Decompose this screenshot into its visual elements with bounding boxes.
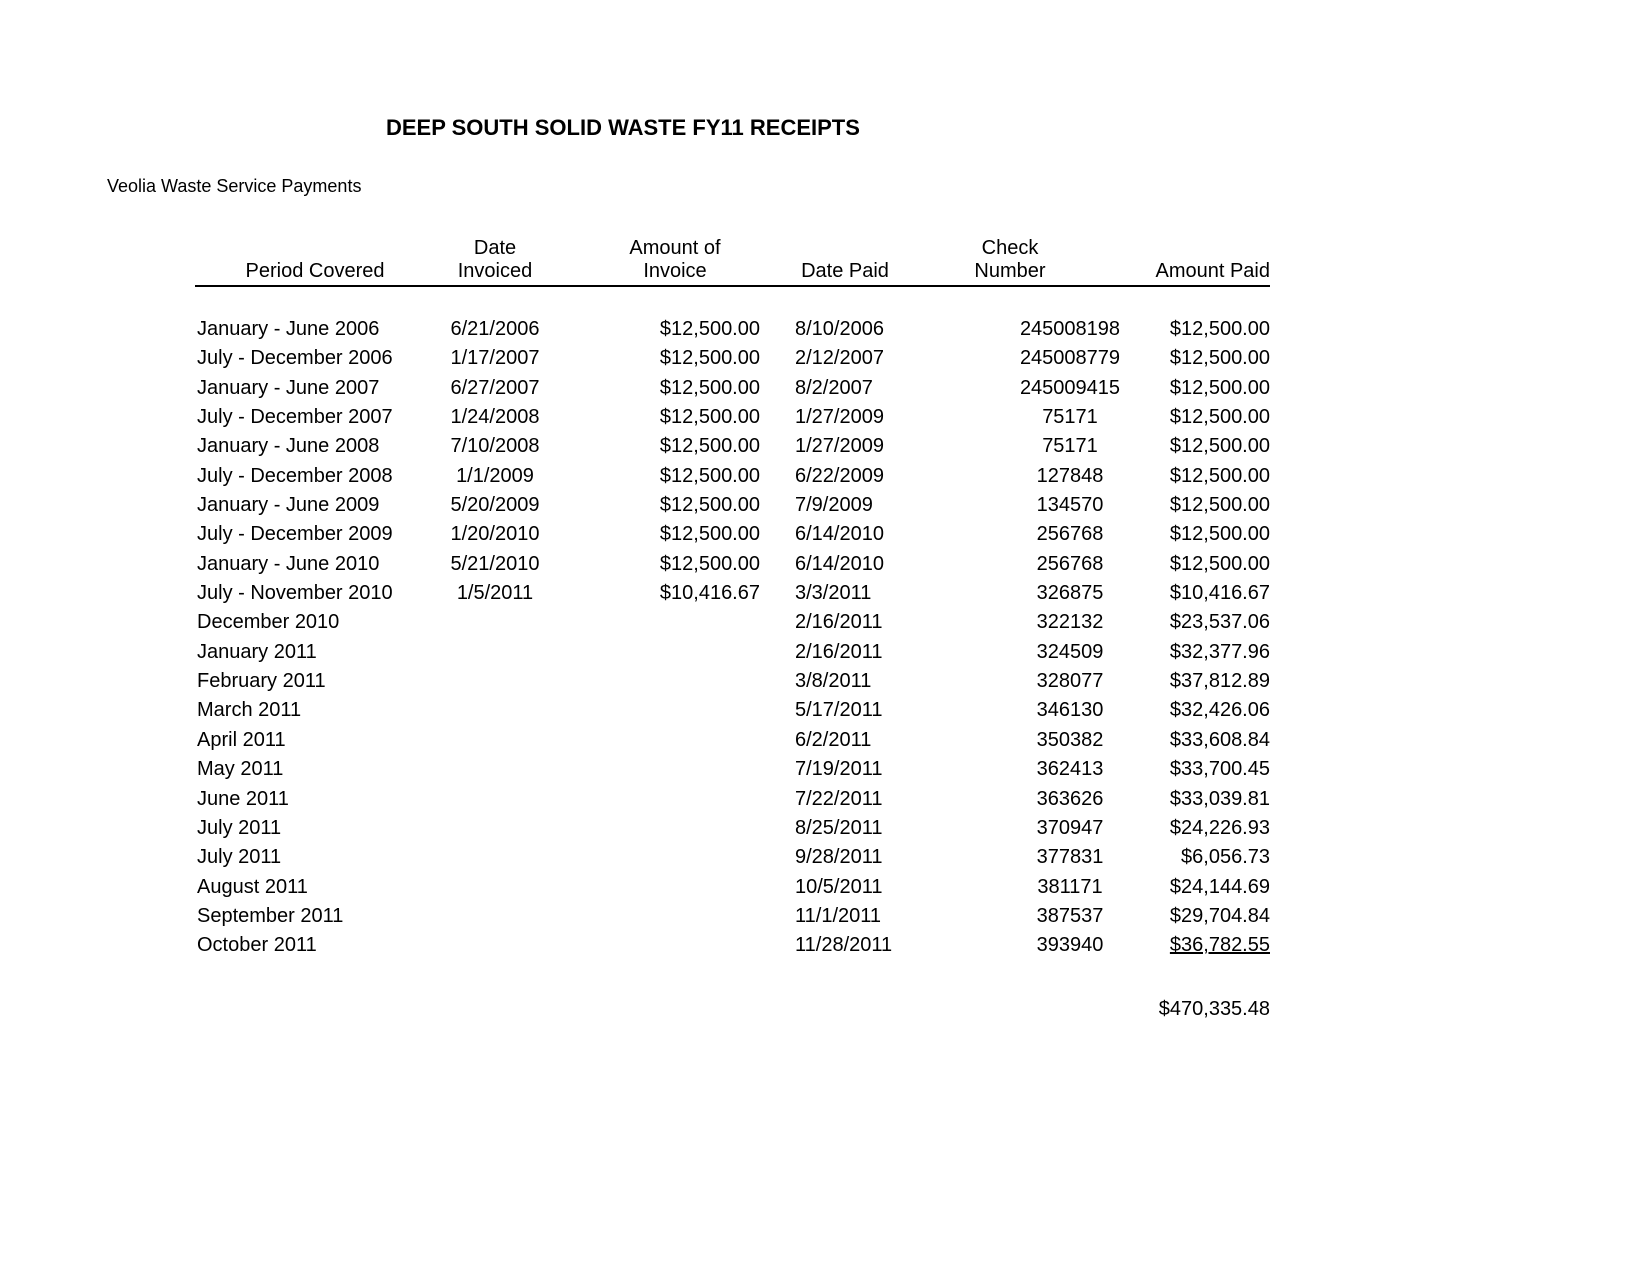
cell-date-invoiced: 1/5/2011 [456,582,534,605]
cell-amount-paid: $12,500.00 [1169,376,1270,399]
receipts-table [195,235,1270,1020]
table-row [195,344,1270,373]
cell-date-invoiced: 7/10/2008 [450,435,540,458]
cell-period-covered: July 2011 [197,846,282,869]
cell-amount-paid: $12,500.00 [1169,523,1270,546]
table-row [195,785,1270,814]
table-row [195,667,1270,696]
cell-period-covered: March 2011 [197,699,302,722]
cell-amount-of-invoice: $12,500.00 [659,376,760,399]
table-row [195,726,1270,755]
cell-check-number: 387537 [1036,904,1104,927]
table-row [195,491,1270,520]
cell-period-covered: January - June 2009 [197,494,380,517]
cell-amount-paid: $32,426.06 [1169,699,1270,722]
cell-amount-of-invoice: $12,500.00 [659,435,760,458]
cell-check-number: 326875 [1036,582,1104,605]
cell-amount-paid: $12,500.00 [1169,347,1270,370]
cell-date-paid: 9/28/2011 [795,846,883,869]
header-date-invoiced: Date Invoiced [457,237,533,282]
header-check-number: Check Number [974,237,1046,282]
cell-check-number: 245008198 [1019,318,1121,340]
table-header [195,235,1270,287]
cell-period-covered: July - December 2007 [197,406,393,429]
table-row [195,638,1270,667]
cell-check-number: 381171 [1037,875,1103,898]
cell-date-paid: 6/14/2010 [795,523,884,546]
cell-check-number: 127848 [1036,464,1104,487]
cell-amount-paid: $24,226.93 [1169,816,1270,839]
header-amount-of-invoice: Amount of Invoice [629,237,721,282]
cell-check-number: 245009415 [1019,376,1121,399]
cell-date-paid: 11/1/2011 [795,904,882,927]
cell-period-covered: July - November 2010 [197,582,393,605]
header-period-covered: Period Covered [245,260,385,282]
cell-date-paid: 6/14/2010 [795,552,884,575]
table-body [195,315,1270,961]
document-subtitle: Veolia Waste Service Payments [107,176,362,196]
cell-check-number: 245008779 [1019,347,1121,370]
cell-amount-paid: $6,056.73 [1181,846,1270,869]
cell-amount-of-invoice: $12,500.00 [659,464,760,487]
cell-date-paid: 2/16/2011 [795,611,883,634]
cell-period-covered: January 2011 [197,640,317,663]
cell-amount-paid: $24,144.69 [1169,875,1270,898]
table-row [195,315,1270,344]
cell-check-number: 393940 [1036,934,1104,957]
cell-check-number: 350382 [1036,728,1104,751]
table-row [195,520,1270,549]
cell-date-paid: 8/2/2007 [795,376,873,399]
cell-check-number: 362413 [1036,758,1104,781]
table-row [195,462,1270,491]
cell-date-paid: 8/25/2011 [795,816,883,839]
cell-date-invoiced: 1/20/2010 [450,523,540,546]
table-row [195,579,1270,608]
cell-period-covered: May 2011 [197,758,284,781]
table-row [195,432,1270,461]
cell-amount-paid: $36,782.55 [1169,934,1270,957]
cell-amount-paid: $12,500.00 [1169,552,1270,575]
cell-amount-paid: $23,537.06 [1169,611,1270,634]
cell-date-invoiced: 1/17/2007 [450,347,540,370]
cell-amount-paid: $12,500.00 [1169,435,1270,458]
cell-amount-of-invoice: $12,500.00 [659,552,760,575]
header-date-paid: Date Paid [801,260,889,282]
cell-date-paid: 7/22/2011 [795,787,883,810]
cell-date-paid: 7/19/2011 [795,758,883,781]
table-row [195,696,1270,725]
cell-date-invoiced: 5/21/2010 [450,552,540,575]
table-row [195,843,1270,872]
header-amount-paid: Amount Paid [1155,260,1270,282]
cell-check-number: 377831 [1036,846,1104,869]
cell-check-number: 324509 [1036,640,1104,663]
cell-amount-paid: $12,500.00 [1169,494,1270,517]
cell-check-number: 322132 [1036,611,1104,634]
cell-date-paid: 1/27/2009 [795,435,884,458]
table-row [195,814,1270,843]
cell-date-paid: 6/22/2009 [795,464,884,487]
cell-amount-of-invoice: $12,500.00 [659,347,760,370]
cell-period-covered: July - December 2008 [197,464,393,487]
table-row [195,403,1270,432]
table-row [195,902,1270,931]
document-title: DEEP SOUTH SOLID WASTE FY11 RECEIPTS [386,115,860,140]
cell-amount-paid: $33,039.81 [1169,787,1270,810]
cell-amount-of-invoice: $12,500.00 [659,318,760,340]
table-row [195,873,1270,902]
cell-amount-paid: $12,500.00 [1169,318,1270,340]
cell-date-invoiced: 1/1/2009 [456,464,534,487]
cell-date-paid: 10/5/2011 [795,875,883,898]
cell-amount-paid: $12,500.00 [1169,464,1270,487]
cell-period-covered: October 2011 [197,934,317,957]
cell-period-covered: June 2011 [197,787,289,810]
total-amount-paid: $470,335.48 [1158,998,1270,1020]
cell-check-number: 134570 [1036,494,1104,517]
cell-date-invoiced: 6/27/2007 [450,376,540,399]
cell-check-number: 328077 [1036,670,1104,693]
cell-check-number: 370947 [1036,816,1104,839]
cell-period-covered: July - December 2009 [197,523,393,546]
cell-date-paid: 3/8/2011 [795,670,872,693]
cell-amount-paid: $33,608.84 [1169,728,1270,751]
table-row [195,550,1270,579]
cell-amount-of-invoice: $12,500.00 [659,406,760,429]
cell-period-covered: April 2011 [197,728,286,751]
cell-period-covered: December 2010 [197,611,340,634]
cell-amount-paid: $37,812.89 [1169,670,1270,693]
cell-date-paid: 8/10/2006 [795,318,884,340]
cell-period-covered: July - December 2006 [197,347,393,370]
cell-period-covered: August 2011 [197,875,308,898]
table-row [195,755,1270,784]
cell-period-covered: September 2011 [197,904,344,927]
cell-amount-of-invoice: $12,500.00 [659,523,760,546]
table-row [195,931,1270,960]
cell-date-paid: 6/2/2011 [795,728,872,751]
table-row [195,374,1270,403]
cell-date-invoiced: 5/20/2009 [450,494,540,517]
cell-date-invoiced: 6/21/2006 [450,318,540,340]
cell-date-paid: 5/17/2011 [795,699,883,722]
cell-period-covered: January - June 2007 [197,376,380,399]
cell-check-number: 256768 [1036,552,1104,575]
cell-date-paid: 11/28/2011 [795,934,893,957]
cell-date-paid: 2/16/2011 [795,640,883,663]
cell-period-covered: January - June 2008 [197,435,380,458]
cell-period-covered: July 2011 [197,816,282,839]
cell-amount-paid: $12,500.00 [1169,406,1270,429]
cell-date-paid: 1/27/2009 [795,406,884,429]
cell-amount-paid: $29,704.84 [1169,904,1270,927]
cell-date-paid: 2/12/2007 [795,347,884,370]
cell-amount-paid: $33,700.45 [1169,758,1270,781]
cell-period-covered: February 2011 [197,670,326,693]
cell-date-invoiced: 1/24/2008 [450,406,540,429]
cell-check-number: 346130 [1036,699,1104,722]
cell-period-covered: January - June 2006 [197,318,380,340]
cell-check-number: 75171 [1042,435,1098,458]
cell-date-paid: 7/9/2009 [795,494,873,517]
cell-amount-of-invoice: $10,416.67 [659,582,760,605]
cell-check-number: 363626 [1036,787,1104,810]
cell-amount-paid: $10,416.67 [1169,582,1270,605]
table-row [195,608,1270,637]
cell-check-number: 75171 [1042,406,1098,429]
cell-amount-of-invoice: $12,500.00 [659,494,760,517]
cell-amount-paid: $32,377.96 [1169,640,1270,663]
cell-check-number: 256768 [1036,523,1104,546]
cell-period-covered: January - June 2010 [197,552,380,575]
cell-date-paid: 3/3/2011 [795,582,872,605]
